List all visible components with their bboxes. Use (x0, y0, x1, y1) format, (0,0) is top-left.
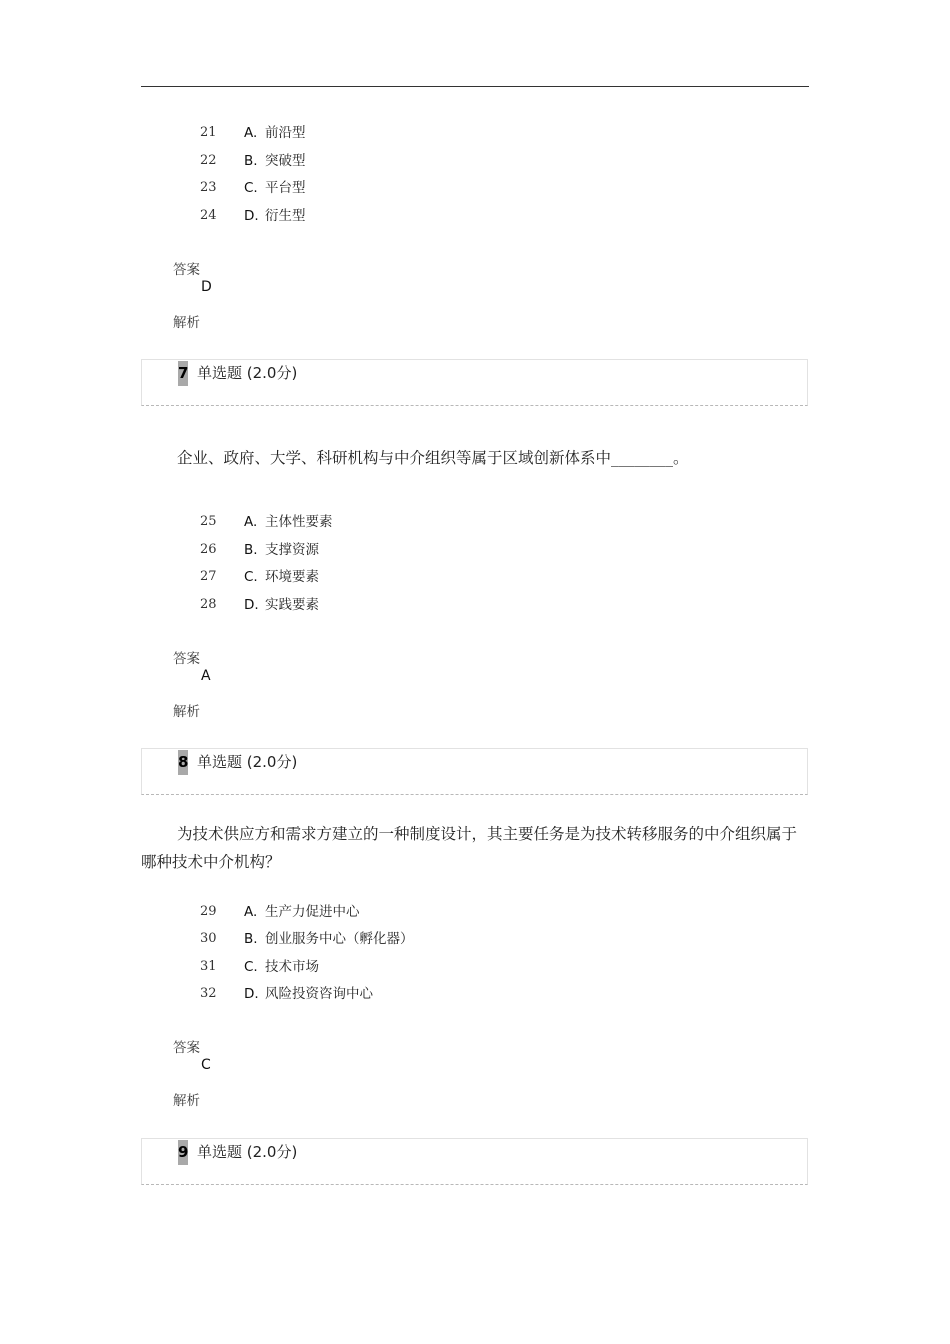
analysis-label: 解析 (173, 315, 200, 331)
option-text: 创业服务中心（孵化器） (265, 931, 414, 947)
question-type: 单选题 (2.0分) (197, 753, 298, 771)
option-number: 32 (200, 986, 217, 1001)
option-number: 23 (200, 180, 217, 195)
option-letter: A. (244, 904, 258, 920)
option-number: 30 (200, 931, 217, 946)
question-type: 单选题 (2.0分) (197, 364, 298, 382)
answer-label: 答案 (173, 1040, 200, 1056)
top-rule (141, 86, 809, 87)
answer-label: 答案 (173, 651, 200, 667)
answer-value: C (201, 1057, 211, 1073)
option-letter: B. (244, 153, 258, 169)
option-letter: B. (244, 931, 258, 947)
option-text: 生产力促进中心 (265, 904, 360, 920)
question-number: 8 (178, 750, 188, 775)
option-number: 31 (200, 959, 217, 974)
option-number: 22 (200, 153, 217, 168)
option-number: 29 (200, 904, 217, 919)
question-8-text (141, 820, 811, 876)
option-text: 风险投资咨询中心 (265, 986, 373, 1002)
analysis-label: 解析 (173, 1093, 200, 1109)
option-text: 平台型 (265, 180, 306, 196)
option-text: 主体性要素 (265, 514, 333, 530)
option-number: 28 (200, 597, 217, 612)
analysis-label: 解析 (173, 704, 200, 720)
question-text: 企业、政府、大学、科研机构与中介组织等属于区域创新体系中________。 (177, 449, 689, 467)
answer-value: D (201, 279, 212, 295)
option-text: 突破型 (265, 153, 306, 169)
option-text: 衍生型 (265, 208, 306, 224)
option-number: 26 (200, 542, 217, 557)
answer-value: A (201, 668, 211, 684)
option-letter: C. (244, 180, 258, 196)
option-text: 实践要素 (265, 597, 319, 613)
option-letter: D. (244, 986, 259, 1002)
option-text: 前沿型 (265, 125, 306, 141)
option-text: 环境要素 (265, 569, 319, 585)
option-text: 技术市场 (265, 959, 319, 975)
question-number: 9 (178, 1140, 188, 1165)
option-letter: A. (244, 125, 258, 141)
option-letter: A. (244, 514, 258, 530)
option-number: 24 (200, 208, 217, 223)
question-type: 单选题 (2.0分) (197, 1143, 298, 1161)
option-text: 支撑资源 (265, 542, 319, 558)
option-letter: D. (244, 208, 259, 224)
option-letter: B. (244, 542, 258, 558)
option-number: 27 (200, 569, 217, 584)
question-7-header (141, 359, 808, 406)
answer-label: 答案 (173, 262, 200, 278)
question-number: 7 (178, 361, 188, 386)
question-7-text (141, 444, 811, 472)
option-letter: D. (244, 597, 259, 613)
question-9-header (141, 1138, 808, 1185)
option-number: 21 (200, 125, 217, 140)
question-8-header (141, 748, 808, 795)
option-letter: C. (244, 959, 258, 975)
question-text: 为技术供应方和需求方建立的一种制度设计，其主要任务是为技术转移服务的中介组织属于哪种技术中介机构？ (141, 825, 798, 871)
option-number: 25 (200, 514, 217, 529)
option-letter: C. (244, 569, 258, 585)
